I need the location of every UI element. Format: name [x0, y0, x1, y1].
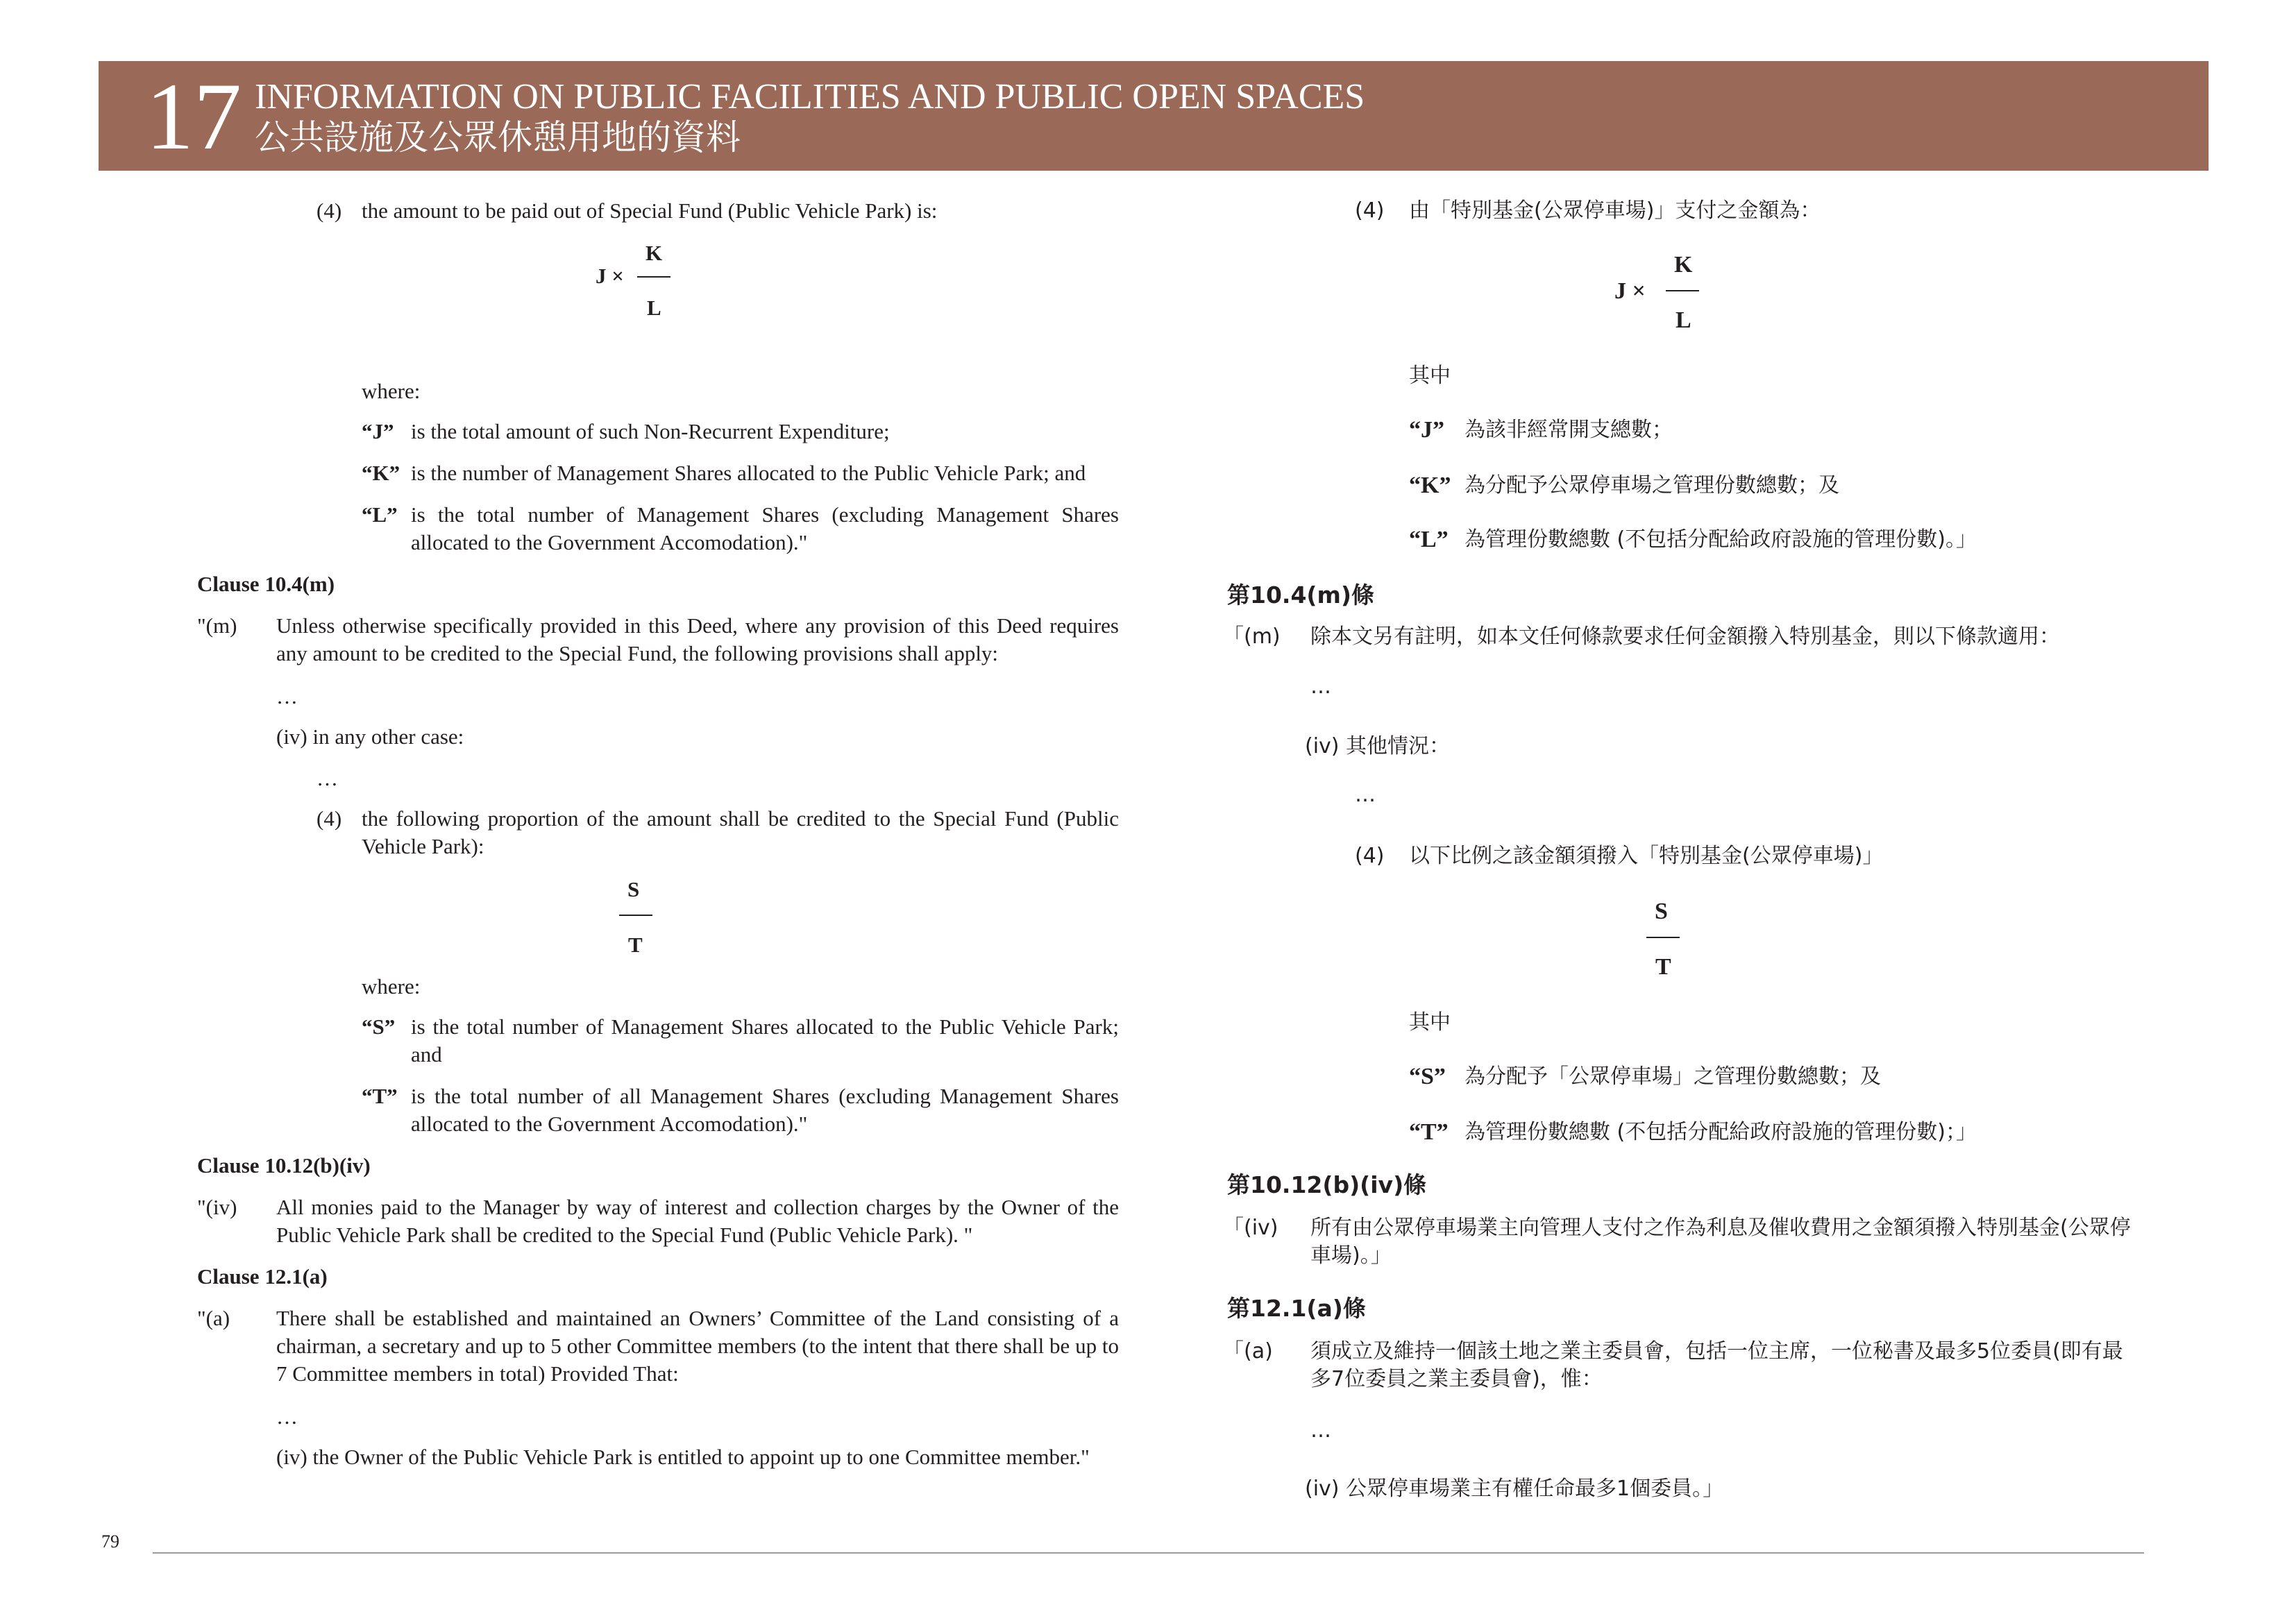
item-text: 以下比例之該金額須撥入「特別基金(公眾停車場)」	[1409, 844, 1884, 868]
clause-text: 除本文另有註明，如本文任何條款要求任何金額撥入特別基金，則以下條款適用：	[1310, 624, 2060, 649]
definition-term: “K”	[1409, 473, 1451, 498]
definition-term: “J”	[362, 419, 394, 443]
clause-label: "(a)	[197, 1306, 230, 1330]
sub-item: (iv) the Owner of the Public Vehicle Park is entitled to appoint up to one Committee member."	[276, 1445, 1090, 1469]
clause-label: 「(a)	[1223, 1339, 1273, 1363]
item-number: (4)	[316, 806, 342, 831]
clause-text: All monies paid to the Manager by way of interest and collection charges by the Owner of the Public Vehicle Park shall be credited to the Special Fund (Public Vehicle Park). "	[276, 1195, 1119, 1247]
definition-term: “T”	[362, 1084, 398, 1108]
formula-denominator: T	[628, 933, 643, 957]
ellipsis: …	[1355, 783, 1376, 807]
definition-term: “T”	[1409, 1119, 1449, 1145]
clause-label: "(iv)	[197, 1195, 237, 1219]
item-text: the amount to be paid out of Special Fund (Public Vehicle Park) is:	[362, 198, 938, 223]
clause-heading: 第10.4(m)條	[1227, 581, 1374, 609]
section-number: 17	[146, 63, 242, 169]
item-number: (4)	[1355, 844, 1385, 868]
formula-numerator: S	[1655, 899, 1668, 924]
clause-heading: 第12.1(a)條	[1227, 1295, 1366, 1322]
ellipsis: …	[1310, 1418, 1331, 1443]
clause-label: "(m)	[197, 613, 237, 638]
definition-text: 為管理份數總數 (不包括分配給政府設施的管理份數)。」	[1464, 527, 1977, 552]
where-label: where:	[362, 379, 421, 403]
section-header-banner	[99, 61, 2209, 171]
item-number: (4)	[1355, 198, 1385, 223]
item-number: (4)	[316, 198, 342, 223]
clause-text: There shall be established and maintained an Owners’ Committee of the Land consisting of a chairman, a secretary and up to 5 other Committee members (to the intent that there shall be up to 7 Committee members in total) Provided That:	[276, 1306, 1119, 1386]
formula-numerator: K	[645, 241, 663, 265]
section-title-zh: 公共設施及公眾休憩用地的資料	[255, 117, 741, 158]
sub-item: (iv) 公眾停車場業主有權任命最多1個委員。」	[1305, 1477, 1724, 1501]
ellipsis: …	[1310, 674, 1331, 699]
footer-rule	[153, 1552, 2144, 1554]
where-label: where:	[362, 974, 421, 999]
ellipsis: …	[276, 1404, 298, 1429]
definition-term: “S”	[1409, 1064, 1446, 1089]
definition-term: “K”	[362, 461, 400, 485]
fraction-bar	[637, 276, 670, 278]
where-label: 其中	[1409, 1010, 1451, 1035]
fraction-bar	[619, 915, 652, 916]
ellipsis: …	[276, 684, 298, 708]
definition-text: is the total amount of such Non-Recurrent Expenditure;	[411, 419, 890, 443]
formula-numerator: S	[627, 877, 640, 901]
clause-text: 所有由公眾停車場業主向管理人支付之作為利息及催收費用之金額須撥入特別基金(公眾停車場)。」	[1310, 1216, 2131, 1268]
clause-heading: Clause 10.4(m)	[197, 572, 335, 596]
definition-term: “L”	[362, 502, 398, 527]
formula-j: J ×	[596, 264, 624, 288]
definition-term: “J”	[1409, 417, 1444, 443]
clause-text: 須成立及維持一個該土地之業主委員會，包括一位主席，一位秘書及最多5位委員(即有最多7位委員之業主委員會)，惟：	[1310, 1339, 2123, 1391]
where-label: 其中	[1409, 364, 1451, 388]
definition-text: 為管理份數總數 (不包括分配給政府設施的管理份數)；」	[1464, 1120, 1977, 1144]
formula-denominator: L	[1675, 307, 1691, 333]
formula-denominator: T	[1655, 954, 1671, 980]
sub-item: (iv) in any other case:	[276, 724, 464, 749]
fraction-bar	[1666, 290, 1699, 291]
clause-heading: Clause 10.12(b)(iv)	[197, 1153, 371, 1178]
definition-text: is the number of Management Shares allocated to the Public Vehicle Park; and	[411, 461, 1086, 485]
definition-text: is the total number of Management Shares allocated to the Public Vehicle Park; and	[411, 1014, 1119, 1067]
clause-text: Unless otherwise specifically provided in this Deed, where any provision of this Deed requires any amount to be credited to the Special Fund, the following provisions shall apply:	[276, 613, 1119, 665]
definition-text: 為分配予公眾停車場之管理份數總數；及	[1464, 473, 1839, 498]
clause-heading: Clause 12.1(a)	[197, 1264, 328, 1289]
clause-label: 「(iv)	[1223, 1216, 1278, 1240]
formula-j: J ×	[1614, 278, 1646, 304]
fraction-bar	[1646, 937, 1680, 938]
formula-numerator: K	[1674, 252, 1693, 278]
definition-text: 為該非經常開支總數；	[1464, 418, 1673, 442]
definition-term: “S”	[362, 1014, 396, 1039]
ellipsis: …	[316, 766, 338, 790]
definition-text: is the total number of Management Shares (excluding Management Shares allocated to the Government Accomodation)."	[411, 502, 1119, 554]
clause-heading: 第10.12(b)(iv)條	[1227, 1171, 1427, 1198]
formula-denominator: L	[647, 296, 661, 320]
item-text: the following proportion of the amount shall be credited to the Special Fund (Public Vehicle Park):	[362, 806, 1119, 858]
definition-text: 為分配予「公眾停車場」之管理份數總數；及	[1464, 1064, 1881, 1089]
item-text: 由「特別基金(公眾停車場)」支付之金額為：	[1409, 198, 1821, 223]
sub-item: (iv) 其他情況：	[1305, 734, 1451, 758]
clause-label: 「(m)	[1223, 624, 1281, 649]
section-title-en: INFORMATION ON PUBLIC FACILITIES AND PUBLIC OPEN SPACES	[255, 77, 1365, 117]
definition-term: “L”	[1409, 527, 1449, 552]
page-number: 79	[101, 1531, 119, 1552]
definition-text: is the total number of all Management Shares (excluding Management Shares allocated to the Government Accomodation)."	[411, 1084, 1119, 1136]
